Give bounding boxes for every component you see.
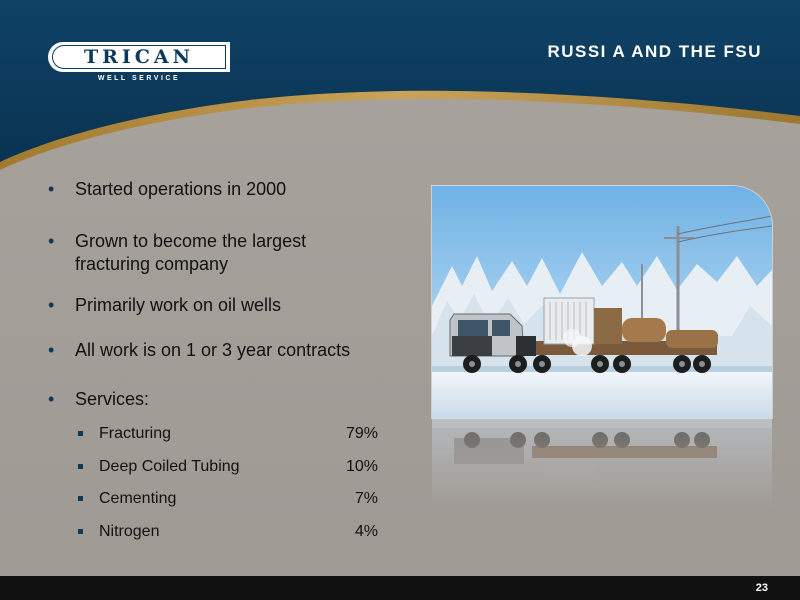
footer-bar	[0, 576, 800, 600]
slide-title: RUSSI A AND THE FSU	[547, 42, 762, 61]
square-bullet-icon	[78, 496, 83, 501]
page-number: 23	[755, 582, 768, 594]
bullet-text: All work is on 1 or 3 year contracts	[75, 340, 351, 360]
logo-wordmark: TRICAN	[83, 46, 195, 68]
truck-photo	[432, 186, 772, 418]
square-bullet-icon	[78, 431, 83, 436]
service-label: Nitrogen	[99, 523, 160, 540]
winter-truck-image	[432, 186, 772, 418]
service-percent: 10%	[345, 458, 378, 475]
square-bullet-icon	[78, 529, 83, 534]
service-percent: 79%	[345, 425, 378, 442]
service-percent: 4%	[354, 523, 378, 540]
service-label: Fracturing	[99, 425, 172, 442]
bullet-dot-icon: •	[48, 389, 55, 409]
bullet-dot-icon: •	[48, 231, 55, 251]
bullet-text: Services:	[75, 389, 150, 409]
bullet-dot-icon: •	[48, 179, 55, 199]
reflection-image	[432, 418, 772, 508]
bullet-text: Primarily work on oil wells	[75, 295, 282, 315]
truck-photo-reflection	[432, 418, 772, 508]
service-label: Deep Coiled Tubing	[99, 458, 240, 475]
trican-logo	[48, 42, 230, 88]
bullet-dot-icon: •	[48, 340, 55, 360]
service-percent: 7%	[354, 490, 378, 507]
service-label: Cementing	[99, 490, 177, 507]
logo-subtext: WELL SERVICE	[97, 75, 181, 82]
header-banner	[0, 0, 800, 180]
bullet-text: Started operations in 2000	[75, 179, 287, 199]
square-bullet-icon	[78, 464, 83, 469]
bullet-text: Grown to become the largest fracturing company	[75, 231, 307, 274]
bullet-dot-icon: •	[48, 295, 55, 315]
